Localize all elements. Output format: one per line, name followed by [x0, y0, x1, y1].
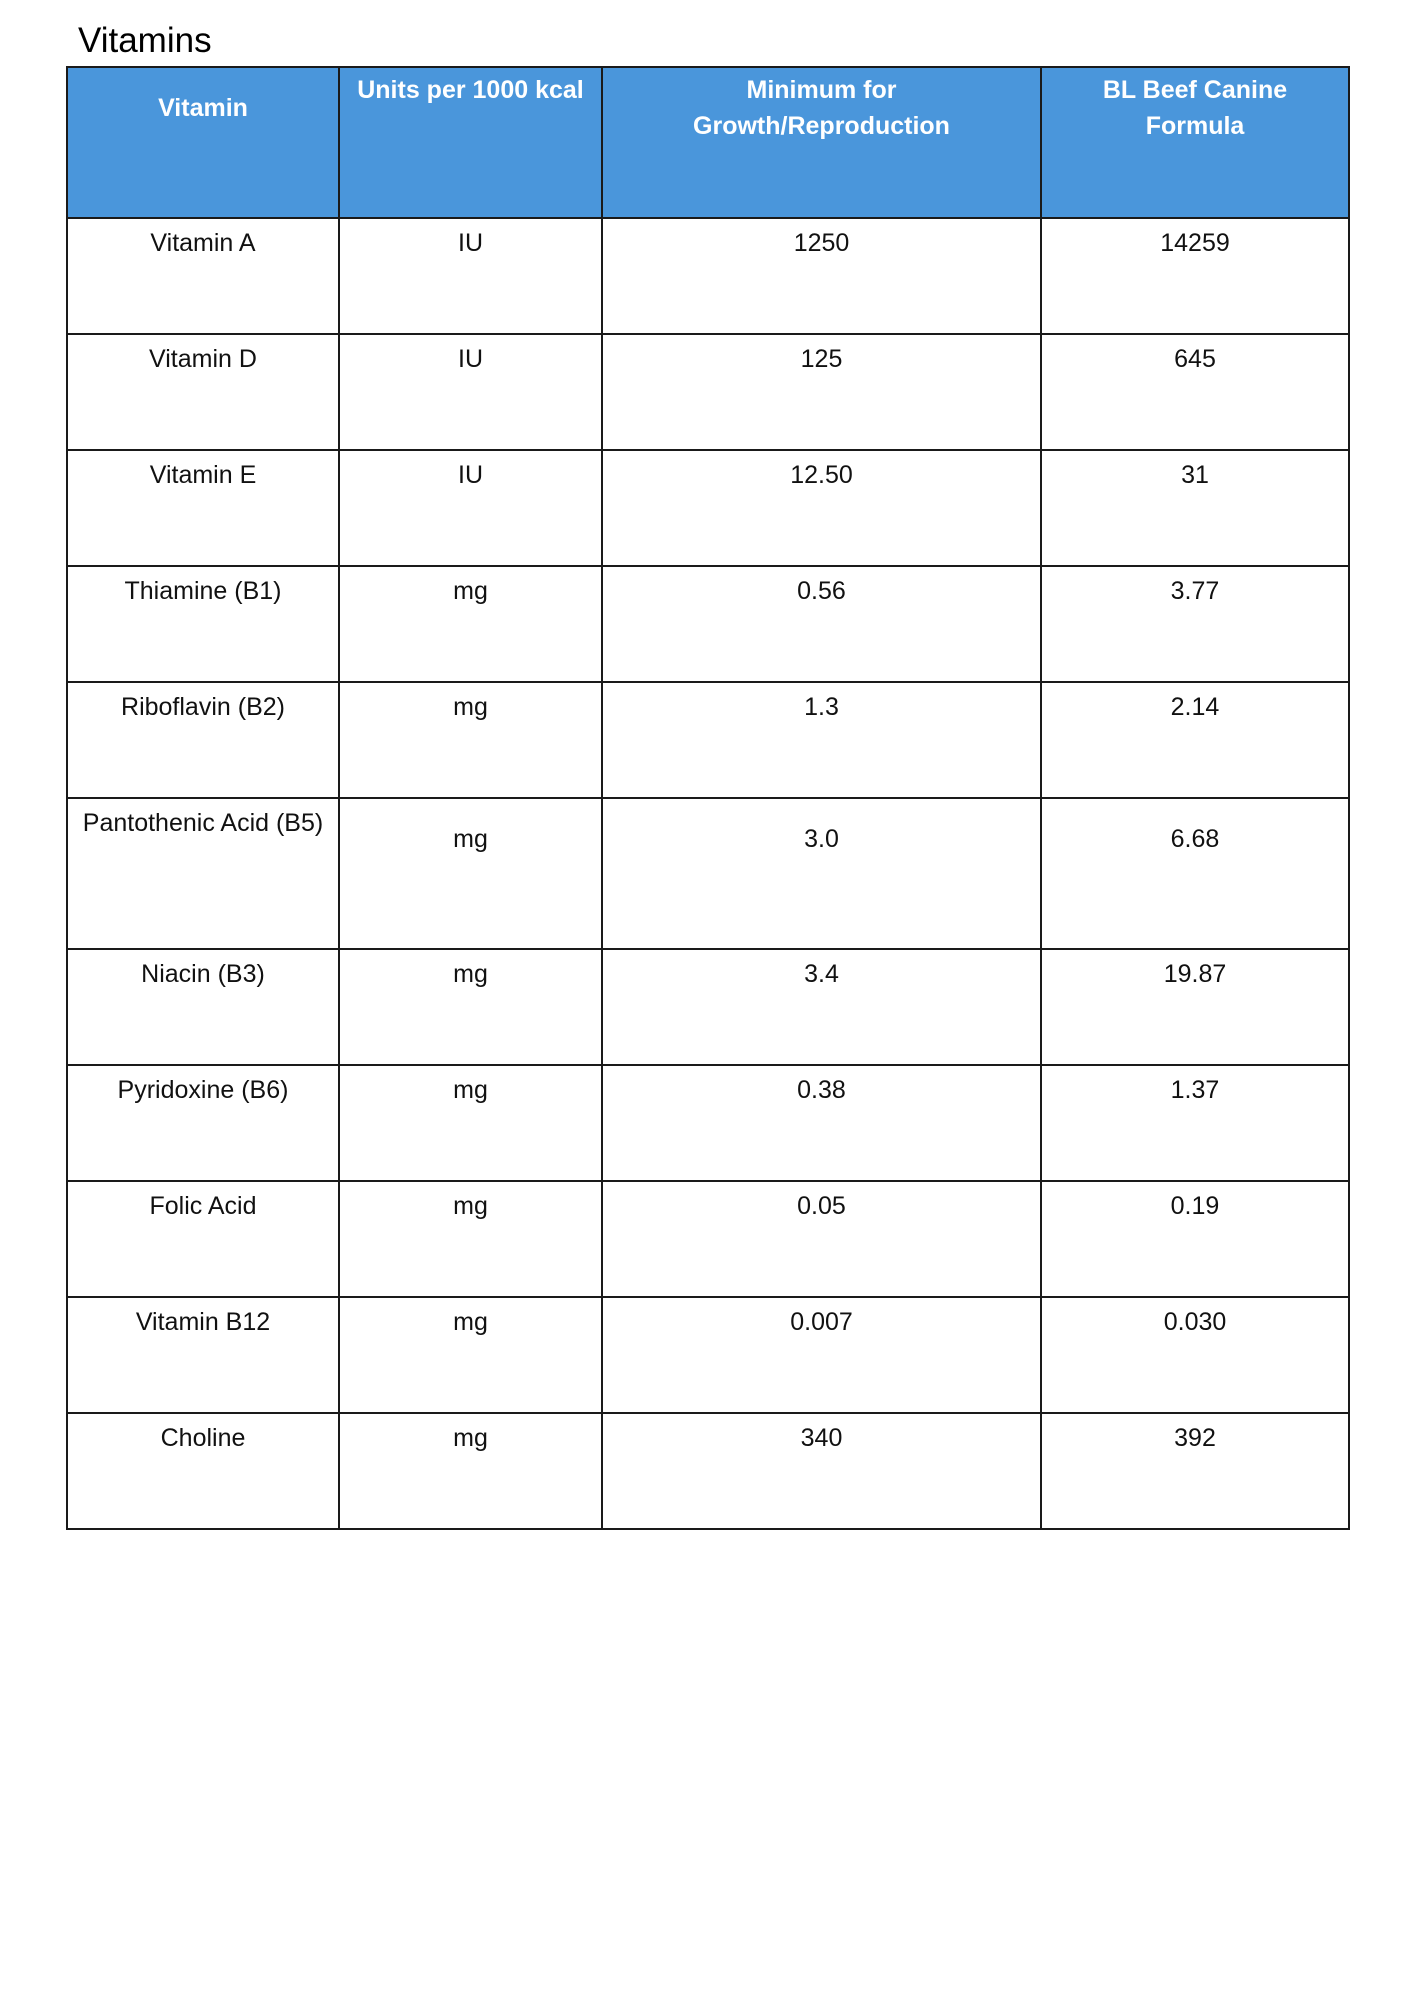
table-row: [67, 1413, 1349, 1529]
vitamins-table: [66, 66, 1350, 1530]
cell-formula: 0.19: [1041, 1181, 1349, 1297]
table-body: [67, 218, 1349, 1529]
cell-units: mg: [339, 682, 602, 798]
cell-vitamin: Folic Acid: [67, 1181, 339, 1297]
cell-vitamin: Thiamine (B1): [67, 566, 339, 682]
cell-formula: 0.030: [1041, 1297, 1349, 1413]
header-row: [67, 67, 1349, 218]
cell-units: mg: [339, 1065, 602, 1181]
cell-units: IU: [339, 334, 602, 450]
cell-units: IU: [339, 450, 602, 566]
cell-vitamin: Vitamin A: [67, 218, 339, 334]
cell-formula: 645: [1041, 334, 1349, 450]
cell-minimum: 0.38: [602, 1065, 1041, 1181]
cell-minimum: 0.05: [602, 1181, 1041, 1297]
header-minimum: Minimum for Growth/Reproduction: [602, 67, 1041, 218]
table-row: [67, 1065, 1349, 1181]
cell-units: mg: [339, 566, 602, 682]
cell-units: mg: [339, 1413, 602, 1529]
cell-minimum: 1.3: [602, 682, 1041, 798]
cell-vitamin: Vitamin D: [67, 334, 339, 450]
cell-minimum: 125: [602, 334, 1041, 450]
cell-minimum: 0.007: [602, 1297, 1041, 1413]
header-formula: BL Beef Canine Formula: [1041, 67, 1349, 218]
cell-minimum: 1250: [602, 218, 1041, 334]
cell-formula: 6.68: [1041, 798, 1349, 949]
table-row: [67, 566, 1349, 682]
table-header: [67, 67, 1349, 218]
cell-vitamin: Niacin (B3): [67, 949, 339, 1065]
table-row: [67, 334, 1349, 450]
cell-vitamin: Vitamin B12: [67, 1297, 339, 1413]
table-row: [67, 218, 1349, 334]
cell-vitamin: Pantothenic Acid (B5): [67, 798, 339, 949]
header-vitamin: Vitamin: [67, 67, 339, 218]
table-row: [67, 1297, 1349, 1413]
cell-units: mg: [339, 798, 602, 949]
cell-formula: 392: [1041, 1413, 1349, 1529]
header-units: Units per 1000 kcal: [339, 67, 602, 218]
cell-minimum: 340: [602, 1413, 1041, 1529]
cell-minimum: 3.0: [602, 798, 1041, 949]
table-row: [67, 450, 1349, 566]
cell-formula: 19.87: [1041, 949, 1349, 1065]
page-title: Vitamins: [78, 21, 212, 60]
cell-formula: 3.77: [1041, 566, 1349, 682]
cell-units: mg: [339, 1181, 602, 1297]
cell-units: IU: [339, 218, 602, 334]
cell-formula: 2.14: [1041, 682, 1349, 798]
cell-minimum: 3.4: [602, 949, 1041, 1065]
cell-units: mg: [339, 1297, 602, 1413]
cell-minimum: 12.50: [602, 450, 1041, 566]
table-row: [67, 1181, 1349, 1297]
cell-vitamin: Riboflavin (B2): [67, 682, 339, 798]
table-row: [67, 798, 1349, 949]
table-row: [67, 949, 1349, 1065]
table-row: [67, 682, 1349, 798]
cell-formula: 31: [1041, 450, 1349, 566]
cell-vitamin: Choline: [67, 1413, 339, 1529]
cell-vitamin: Pyridoxine (B6): [67, 1065, 339, 1181]
cell-vitamin: Vitamin E: [67, 450, 339, 566]
cell-formula: 14259: [1041, 218, 1349, 334]
cell-units: mg: [339, 949, 602, 1065]
cell-minimum: 0.56: [602, 566, 1041, 682]
cell-formula: 1.37: [1041, 1065, 1349, 1181]
